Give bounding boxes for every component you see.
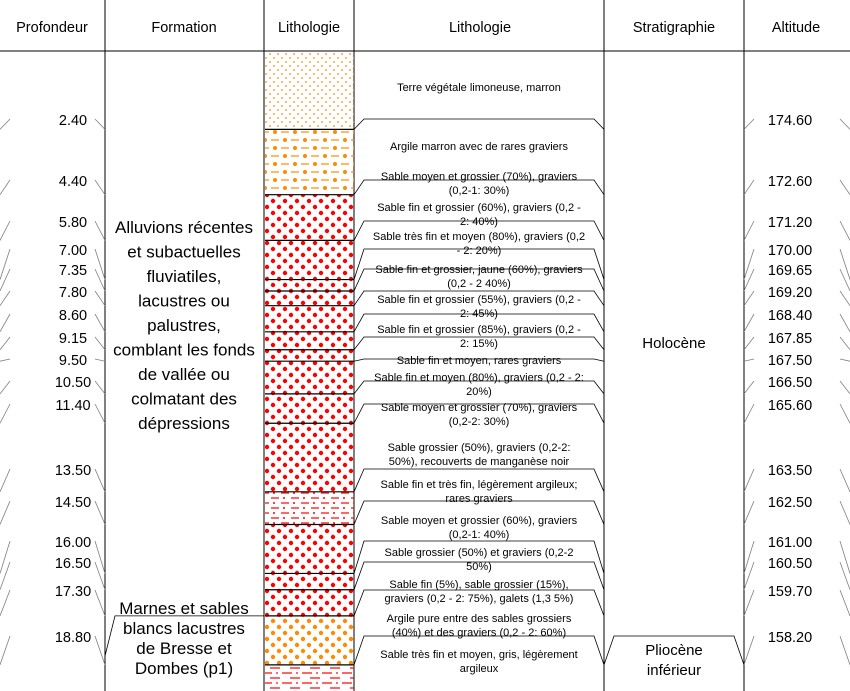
altitude-tick — [744, 314, 754, 332]
layer-description-line: Argile marron avec de rares graviers — [390, 141, 568, 153]
formation-labels — [105, 218, 264, 678]
lithology-fill-orange-dashes-dots — [265, 129, 354, 194]
layer-description-line: Sable fin et grossier (85%), graviers (0,2 - — [377, 324, 581, 336]
altitude-tick — [744, 469, 754, 492]
altitude-tick — [840, 291, 850, 306]
depth-tick — [0, 541, 10, 573]
layer-description-line: 2: 40%) — [460, 216, 498, 228]
altitude-tick — [840, 636, 850, 665]
layer-description-line: Sable fin et grossier, jaune (60%), graviers — [375, 264, 583, 276]
formation-label-line: et subactuelles — [127, 242, 241, 262]
depth-tick — [95, 180, 105, 195]
depth-label: 7.35 — [58, 263, 88, 279]
formation-label-line: de vallée ou — [138, 365, 230, 384]
altitude-label: 165.60 — [767, 398, 813, 414]
layer-description-line: 20%) — [466, 386, 492, 398]
depth-tick — [0, 119, 10, 129]
layer-description-line: graviers (0,2 - 2: 75%), galets (1,3 5%) — [384, 593, 574, 605]
layer-description-line: Argile pure entre des sables grossiers — [386, 613, 572, 625]
layer-description-line: Sable moyen et grossier (70%), graviers — [380, 402, 578, 414]
lithology-fill-orange-dots — [265, 616, 354, 665]
depth-tick — [0, 562, 10, 590]
layer-description-line: Terre végétale limoneuse, marron — [397, 82, 561, 94]
depth-tick — [0, 404, 10, 423]
depth-tick — [95, 381, 105, 394]
depth-label: 5.80 — [58, 215, 88, 231]
lithology-fills — [265, 51, 354, 691]
lithology-fill-red-dashes — [265, 665, 354, 691]
description-boundary — [354, 119, 604, 129]
header-row — [0, 20, 850, 51]
lithology-fill-red-dots — [265, 394, 354, 423]
altitude-label: 158.20 — [767, 630, 813, 646]
layer-description-line: Sable fin et moyen, rares graviers — [396, 355, 562, 367]
depth-tick — [0, 590, 10, 616]
depth-tick — [95, 562, 105, 590]
formation-label-line: colmatant des — [131, 389, 237, 409]
depth-tick — [95, 314, 105, 332]
depth-tick — [0, 269, 10, 291]
lithology-fill-red-dots — [265, 291, 354, 306]
depth-label: 7.80 — [58, 285, 88, 301]
header-formation: Formation — [151, 20, 217, 36]
depth-tick — [0, 501, 10, 524]
depth-tick — [95, 337, 105, 350]
header-altitude: Altitude — [771, 20, 821, 36]
layer-description-line: Sable fin et grossier (60%), graviers (0,2 - — [377, 202, 581, 214]
layer-description-line: Sable fin et moyen (80%), graviers (0,2 - 2: — [374, 372, 584, 384]
altitude-label: 168.40 — [767, 308, 813, 324]
altitude-label: 174.60 — [767, 113, 813, 129]
lithology-fill-red-dots — [265, 590, 354, 616]
depth-tick — [0, 180, 10, 195]
altitude-label: 166.50 — [767, 375, 813, 391]
depth-tick — [0, 636, 10, 665]
lithology-fill-fine-orange-dots — [265, 51, 354, 129]
layer-description-line: Sable moyen et grossier (60%), graviers — [380, 515, 578, 527]
altitude-label: 161.00 — [767, 535, 813, 551]
altitude-label: 159.70 — [767, 584, 813, 600]
depth-tick — [95, 636, 105, 665]
altitude-label: 163.50 — [767, 463, 813, 479]
lithology-fill-red-dashes-dots — [265, 492, 354, 525]
altitude-tick — [744, 541, 754, 573]
formation-label-line: fluviatiles, — [146, 267, 222, 286]
depth-label: 9.15 — [58, 331, 88, 347]
layer-description-line: 50%) — [466, 561, 492, 573]
depth-tick — [95, 249, 105, 280]
stratigraphy-label-line: inférieur — [646, 662, 702, 679]
lithology-fill-red-dots — [265, 240, 354, 279]
depth-tick — [95, 119, 105, 129]
lithology-descriptions — [373, 82, 585, 675]
altitude-tick — [840, 541, 850, 573]
lithology-fill-red-dots — [265, 350, 354, 361]
depth-label: 7.00 — [58, 243, 88, 259]
depth-label: 16.50 — [54, 556, 92, 572]
layer-description-line: Sable moyen et grossier (70%), graviers — [380, 171, 578, 183]
layer-description-line: Sable fin et très fin, légèrement argileux; — [380, 479, 578, 491]
altitude-label: 171.20 — [767, 215, 813, 231]
layer-description-line: Sable fin et grossier (55%), graviers (0,2 - — [377, 294, 581, 306]
depth-tick — [0, 469, 10, 492]
layer-description-line: (0,2-2: 30%) — [448, 416, 510, 428]
altitude-tick — [744, 359, 754, 361]
altitude-tick — [744, 381, 754, 394]
depth-label: 8.60 — [58, 308, 88, 324]
layer-description-line: 2: 45%) — [460, 308, 498, 320]
header-stratigraphie: Stratigraphie — [632, 20, 716, 36]
layer-description-line: Sable fin (5%), sable grossier (15%), — [389, 579, 569, 591]
layer-description-line: rares graviers — [445, 493, 513, 505]
stratigraphy-labels — [604, 335, 744, 679]
lithology-fill-red-dots — [265, 195, 354, 241]
altitude-tick — [744, 180, 754, 195]
altitude-tick — [840, 269, 850, 291]
altitude-tick — [744, 404, 754, 423]
altitude-tick — [744, 269, 754, 291]
layer-description-line: - 2: 20%) — [456, 245, 502, 257]
depth-tick — [95, 269, 105, 291]
altitude-tick — [840, 180, 850, 195]
formation-label-line: Marnes et sables — [119, 599, 249, 618]
header-lithologie-description: Lithologie — [448, 20, 512, 36]
stratigraphy-label-line: Holocène — [642, 335, 706, 352]
depth-label: 2.40 — [58, 113, 88, 129]
depth-tick — [0, 359, 10, 361]
altitude-tick — [840, 221, 850, 240]
formation-label-line: palustres, — [147, 316, 221, 335]
stratigraphy-label-line: Pliocène — [645, 642, 703, 659]
altitude-tick — [744, 221, 754, 240]
formation-label-line: dépressions — [138, 414, 230, 433]
altitude-tick — [840, 337, 850, 350]
depth-label: 10.50 — [54, 375, 92, 391]
altitude-tick — [744, 636, 754, 665]
layer-description-line: Sable grossier (50%), graviers (0,2-2: — [387, 442, 571, 454]
lithology-fill-red-dots — [265, 361, 354, 394]
depth-tick — [95, 469, 105, 492]
depth-labels — [55, 113, 91, 646]
altitude-tick — [840, 381, 850, 394]
depth-label: 17.30 — [54, 584, 92, 600]
depth-tick — [95, 541, 105, 573]
formation-label-line: Dombes (p1) — [134, 659, 234, 678]
altitude-label: 167.85 — [767, 331, 813, 347]
depth-tick — [95, 501, 105, 524]
depth-tick — [0, 381, 10, 394]
layer-description-line: (0,2-1: 30%) — [448, 185, 510, 197]
header-lithologie-pattern: Lithologie — [277, 20, 341, 36]
depth-label: 4.40 — [58, 174, 88, 190]
layer-description-line: 2: 15%) — [460, 338, 498, 350]
depth-tick — [0, 337, 10, 350]
lithology-fill-red-dots — [265, 280, 354, 291]
altitude-tick — [840, 404, 850, 423]
altitude-label: 162.50 — [767, 495, 813, 511]
altitude-label: 167.50 — [767, 353, 813, 369]
altitude-tick — [744, 501, 754, 524]
depth-tick — [0, 221, 10, 240]
altitude-tick — [840, 249, 850, 280]
altitude-tick — [840, 469, 850, 492]
altitude-tick — [840, 590, 850, 616]
altitude-tick — [840, 562, 850, 590]
altitude-tick — [744, 249, 754, 280]
lithology-fill-red-dots — [265, 423, 354, 492]
formation-label-line: Alluvions récentes — [115, 218, 253, 237]
altitude-tick — [840, 501, 850, 524]
depth-tick — [95, 291, 105, 306]
altitude-tick — [840, 314, 850, 332]
depth-tick — [95, 404, 105, 423]
depth-tick — [95, 359, 105, 361]
depth-tick — [0, 291, 10, 306]
depth-tick — [95, 221, 105, 240]
lithology-fill-red-dots — [265, 306, 354, 332]
altitude-tick — [744, 337, 754, 350]
altitude-tick — [744, 562, 754, 590]
altitude-label: 160.50 — [767, 556, 813, 572]
layer-description-line: Sable très fin et moyen (80%), graviers (0,2 — [372, 231, 586, 243]
altitude-tick — [744, 590, 754, 616]
formation-label-line: de Bresse et — [136, 639, 232, 658]
depth-label: 16.00 — [54, 535, 92, 551]
altitude-tick — [744, 119, 754, 129]
layer-description-line: (40%) et des graviers (0,2 - 2: 60%) — [391, 627, 567, 639]
depth-label: 9.50 — [58, 353, 88, 369]
header-profondeur: Profondeur — [16, 20, 88, 36]
depth-label: 13.50 — [54, 463, 92, 479]
altitude-tick — [744, 291, 754, 306]
lithology-fill-red-dots — [265, 524, 354, 573]
formation-label-line: comblant les fonds — [113, 340, 255, 360]
depth-label: 11.40 — [55, 398, 91, 414]
altitude-tick — [840, 359, 850, 361]
layer-description-line: (0,2-1: 40%) — [448, 529, 510, 541]
altitude-tick — [840, 119, 850, 129]
depth-tick — [0, 314, 10, 332]
altitude-label: 170.00 — [767, 243, 813, 259]
formation-label-line: blancs lacustres — [123, 619, 245, 638]
lithology-fill-red-dots — [265, 332, 354, 350]
depth-tick — [95, 590, 105, 616]
layer-description-line: argileux — [459, 663, 499, 675]
layer-description-line: (0,2 - 2 40%) — [447, 278, 511, 290]
altitude-label: 169.20 — [767, 285, 813, 301]
depth-label: 14.50 — [54, 495, 92, 511]
formation-label-line: lacustres ou — [138, 291, 230, 311]
altitude-label: 172.60 — [767, 174, 813, 190]
altitude-labels — [768, 113, 812, 646]
depth-tick — [0, 249, 10, 280]
layer-description-line: Sable grossier (50%) et graviers (0,2-2 — [384, 547, 574, 559]
altitude-label: 169.65 — [767, 263, 813, 279]
layer-description-line: Sable très fin et moyen, gris, légèrement — [380, 649, 578, 661]
lithology-fill-red-dots — [265, 573, 354, 589]
layer-description-line: 50%), recouverts de manganèse noir — [388, 456, 570, 468]
depth-label: 18.80 — [54, 630, 92, 646]
